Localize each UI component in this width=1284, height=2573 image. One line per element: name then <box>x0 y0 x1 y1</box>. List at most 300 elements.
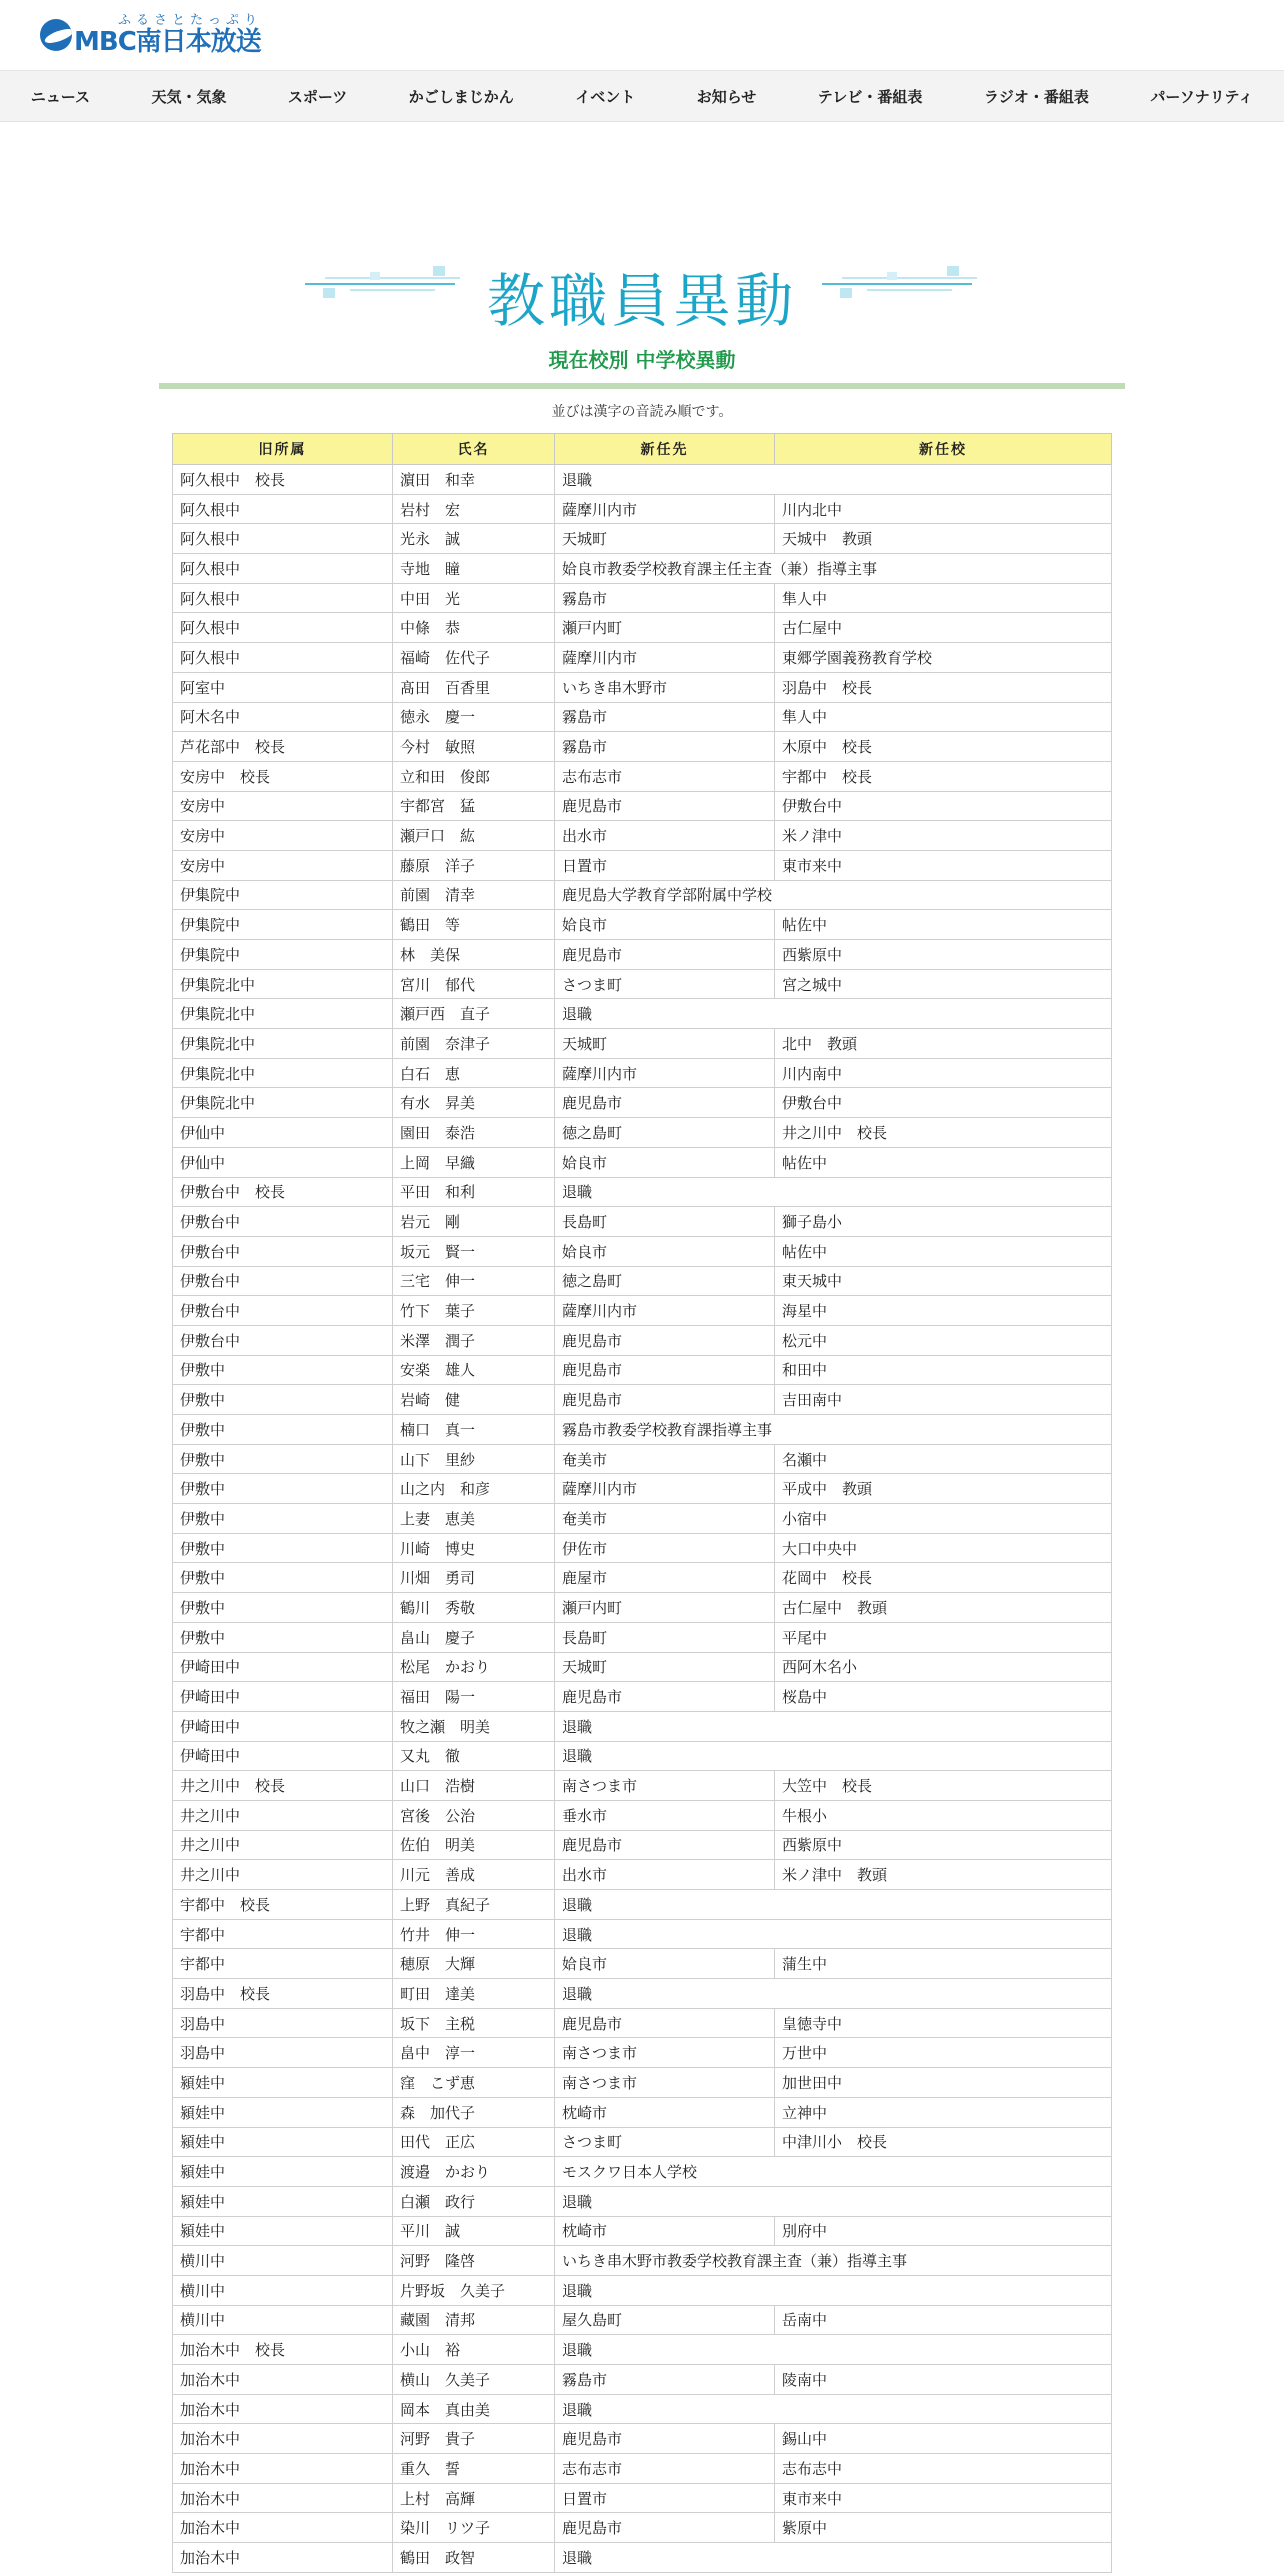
cell-new-school: 西阿木名小 <box>775 1652 1112 1682</box>
cell-new-post: 天城町 <box>555 1652 775 1682</box>
cell-old-post: 阿久根中 校長 <box>173 465 393 495</box>
cell-new-post: 出水市 <box>555 821 775 851</box>
cell-name: 川畑 勇司 <box>393 1563 555 1593</box>
cell-old-post: 羽島中 校長 <box>173 1979 393 2009</box>
cell-new-post: 瀬戸内町 <box>555 1593 775 1623</box>
table-row <box>173 1860 1112 1890</box>
cell-new-school: 東市来中 <box>775 2483 1112 2513</box>
cell-old-post: 横川中 <box>173 2305 393 2335</box>
cell-name: 渡邉 かおり <box>393 2157 555 2187</box>
table-row <box>173 1711 1112 1741</box>
cell-name: 米澤 潤子 <box>393 1325 555 1355</box>
cell-old-post: 伊敷中 <box>173 1593 393 1623</box>
cell-name: 染川 リツ子 <box>393 2513 555 2543</box>
cell-name: 白瀬 政行 <box>393 2186 555 2216</box>
cell-new-school: 万世中 <box>775 2038 1112 2068</box>
table-row <box>173 2127 1112 2157</box>
cell-new-post: 霧島市 <box>555 732 775 762</box>
cell-new-post: 薩摩川内市 <box>555 1474 775 1504</box>
cell-new-post: 志布志市 <box>555 2454 775 2484</box>
cell-new-school: 帖佐中 <box>775 1236 1112 1266</box>
cell-name: 中田 光 <box>393 583 555 613</box>
cell-old-post: 伊崎田中 <box>173 1711 393 1741</box>
cell-old-post: 阿久根中 <box>173 643 393 673</box>
cell-new-school: 名瀬中 <box>775 1444 1112 1474</box>
cell-name: 園田 泰浩 <box>393 1118 555 1148</box>
cell-old-post: 伊集院北中 <box>173 1029 393 1059</box>
cell-old-post: 安房中 <box>173 850 393 880</box>
table-row <box>173 1682 1112 1712</box>
cell-new-post: 鹿児島市 <box>555 1355 775 1385</box>
cell-new-post: 霧島市 <box>555 702 775 732</box>
cell-old-post: 加治木中 校長 <box>173 2335 393 2365</box>
table-row <box>173 2275 1112 2305</box>
cell-old-post: 横川中 <box>173 2275 393 2305</box>
cell-old-post: 加治木中 <box>173 2394 393 2424</box>
cell-name: 町田 達美 <box>393 1979 555 2009</box>
cell-new-school: 花岡中 校長 <box>775 1563 1112 1593</box>
cell-old-post: 阿久根中 <box>173 583 393 613</box>
cell-name: 岩村 宏 <box>393 494 555 524</box>
table-row <box>173 2038 1112 2068</box>
cell-old-post: 伊敷中 <box>173 1444 393 1474</box>
cell-new-school: 平尾中 <box>775 1622 1112 1652</box>
cell-new-post: 姶良市 <box>555 1147 775 1177</box>
cell-new-post: 鹿児島大学教育学部附属中学校 <box>555 880 1112 910</box>
cell-name: 坂元 賢一 <box>393 1236 555 1266</box>
cell-new-post: 姶良市 <box>555 1236 775 1266</box>
cell-name: 岩元 剛 <box>393 1207 555 1237</box>
cell-new-post: 退職 <box>555 1979 1112 2009</box>
cell-name: 中條 恭 <box>393 613 555 643</box>
nav-item[interactable]: テレビ・番組表 <box>817 87 923 106</box>
cell-name: 前園 奈津子 <box>393 1029 555 1059</box>
cell-name: 林 美保 <box>393 940 555 970</box>
cell-name: 山口 浩樹 <box>393 1771 555 1801</box>
cell-new-post: 瀬戸内町 <box>555 613 775 643</box>
cell-new-school: 天城中 教頭 <box>775 524 1112 554</box>
cell-old-post: 加治木中 <box>173 2513 393 2543</box>
table-row <box>173 1741 1112 1771</box>
table-row <box>173 999 1112 1029</box>
cell-new-post: 鹿児島市 <box>555 1325 775 1355</box>
page-title: 教職員異動 <box>486 267 797 335</box>
table-row <box>173 2008 1112 2038</box>
cell-name: 瀬戸西 直子 <box>393 999 555 1029</box>
cell-old-post: 伊集院北中 <box>173 969 393 999</box>
cell-name: 藤原 洋子 <box>393 850 555 880</box>
cell-new-school: 加世田中 <box>775 2068 1112 2098</box>
cell-new-school: 川内南中 <box>775 1058 1112 1088</box>
cell-name: 光永 誠 <box>393 524 555 554</box>
cell-new-post: 奄美市 <box>555 1504 775 1534</box>
col-header-name: 氏名 <box>393 434 555 465</box>
table-row <box>173 940 1112 970</box>
cell-old-post: 井之川中 <box>173 1800 393 1830</box>
cell-new-school: 羽島中 校長 <box>775 672 1112 702</box>
cell-name: 牧之瀬 明美 <box>393 1711 555 1741</box>
cell-new-post: 南さつま市 <box>555 1771 775 1801</box>
table-row <box>173 2454 1112 2484</box>
cell-name: 上妻 恵美 <box>393 1504 555 1534</box>
cell-new-post: さつま町 <box>555 969 775 999</box>
logo-main: MBC南日本放送 <box>74 27 261 57</box>
cell-old-post: 加治木中 <box>173 2454 393 2484</box>
table-row <box>173 1444 1112 1474</box>
cell-name: 鶴田 政智 <box>393 2543 555 2573</box>
cell-new-post: 日置市 <box>555 850 775 880</box>
cell-new-post: 霧島市教委学校教育課指導主事 <box>555 1415 1112 1445</box>
table-row <box>173 1474 1112 1504</box>
cell-new-post: 退職 <box>555 999 1112 1029</box>
cell-new-school: 隼人中 <box>775 583 1112 613</box>
cell-name: 横山 久美子 <box>393 2365 555 2395</box>
cell-name: 片野坂 久美子 <box>393 2275 555 2305</box>
cell-new-post: 鹿屋市 <box>555 1563 775 1593</box>
cell-new-school: 獅子島小 <box>775 1207 1112 1237</box>
table-row <box>173 1177 1112 1207</box>
cell-new-school: 古仁屋中 教頭 <box>775 1593 1112 1623</box>
cell-name: 上野 真紀子 <box>393 1890 555 1920</box>
cell-new-post: 退職 <box>555 465 1112 495</box>
table-row <box>173 554 1112 584</box>
cell-name: 瀬戸口 紘 <box>393 821 555 851</box>
cell-old-post: 潁娃中 <box>173 2127 393 2157</box>
table-row <box>173 1949 1112 1979</box>
logo-mark-icon <box>40 19 72 51</box>
table-row <box>173 1058 1112 1088</box>
nav-item[interactable]: イベント <box>575 87 636 106</box>
cell-name: 佐伯 明美 <box>393 1830 555 1860</box>
nav-item[interactable]: スポーツ <box>287 87 348 106</box>
cell-name: 山下 里紗 <box>393 1444 555 1474</box>
cell-old-post: 井之川中 <box>173 1860 393 1890</box>
cell-name: 楠口 真一 <box>393 1415 555 1445</box>
table-row <box>173 1919 1112 1949</box>
table-row <box>173 2513 1112 2543</box>
cell-old-post: 安房中 <box>173 791 393 821</box>
cell-new-school: 隼人中 <box>775 702 1112 732</box>
cell-old-post: 伊敷中 <box>173 1563 393 1593</box>
cell-new-post: 枕崎市 <box>555 2097 775 2127</box>
logo-ruby: ふるさとたっぷり <box>118 13 263 28</box>
cell-old-post: 潁娃中 <box>173 2097 393 2127</box>
cell-new-post: 天城町 <box>555 1029 775 1059</box>
cell-new-school: 木原中 校長 <box>775 732 1112 762</box>
cell-name: 穂原 大輝 <box>393 1949 555 1979</box>
cell-old-post: 伊敷中 <box>173 1385 393 1415</box>
nav-item[interactable]: ラジオ・番組表 <box>983 87 1089 106</box>
cell-name: 寺地 瞳 <box>393 554 555 584</box>
cell-new-school: 川内北中 <box>775 494 1112 524</box>
table-row <box>173 1830 1112 1860</box>
table-row <box>173 1800 1112 1830</box>
table-row <box>173 732 1112 762</box>
table-row <box>173 583 1112 613</box>
nav-item[interactable]: ニュース <box>30 87 90 106</box>
cell-name: 河野 隆啓 <box>393 2246 555 2276</box>
table-row <box>173 613 1112 643</box>
table-row <box>173 1355 1112 1385</box>
page-subtitle: 現在校別 中学校異動 <box>548 348 736 372</box>
cell-new-school: 宇都中 校長 <box>775 761 1112 791</box>
cell-old-post: 伊崎田中 <box>173 1682 393 1712</box>
table-row <box>173 2068 1112 2098</box>
cell-new-school: 東天城中 <box>775 1266 1112 1296</box>
cell-old-post: 羽島中 <box>173 2038 393 2068</box>
cell-name: 小山 裕 <box>393 2335 555 2365</box>
cell-new-school: 井之川中 校長 <box>775 1118 1112 1148</box>
cell-new-post: 退職 <box>555 1741 1112 1771</box>
transfer-table <box>172 433 1112 2573</box>
cell-old-post: 伊敷中 <box>173 1415 393 1445</box>
cell-name: 白石 恵 <box>393 1058 555 1088</box>
cell-name: 宇都宮 猛 <box>393 791 555 821</box>
title-area <box>0 222 1284 352</box>
cell-old-post: 芦花部中 校長 <box>173 732 393 762</box>
cell-name: 福田 陽一 <box>393 1682 555 1712</box>
cell-new-post: 鹿児島市 <box>555 2424 775 2454</box>
nav-item[interactable]: 天気・気象 <box>151 87 227 106</box>
table-row <box>173 821 1112 851</box>
cell-new-post: 天城町 <box>555 524 775 554</box>
cell-new-post: 退職 <box>555 1890 1112 1920</box>
cell-old-post: 阿久根中 <box>173 494 393 524</box>
cell-new-school: 吉田南中 <box>775 1385 1112 1415</box>
cell-name: 立和田 俊郎 <box>393 761 555 791</box>
table-row <box>173 2246 1112 2276</box>
cell-new-school: 松元中 <box>775 1325 1112 1355</box>
cell-new-post: 退職 <box>555 1919 1112 1949</box>
table-row <box>173 2335 1112 2365</box>
cell-old-post: 伊集院中 <box>173 910 393 940</box>
cell-name: 河野 貴子 <box>393 2424 555 2454</box>
table-row <box>173 1088 1112 1118</box>
cell-new-school: 陵南中 <box>775 2365 1112 2395</box>
cell-new-post: 徳之島町 <box>555 1266 775 1296</box>
cell-new-post: モスクワ日本人学校 <box>555 2157 1112 2187</box>
cell-new-post: 南さつま市 <box>555 2068 775 2098</box>
cell-name: 窪 こず恵 <box>393 2068 555 2098</box>
cell-old-post: 伊崎田中 <box>173 1652 393 1682</box>
cell-old-post: 潁娃中 <box>173 2068 393 2098</box>
cell-name: 竹井 伸一 <box>393 1919 555 1949</box>
cell-name: 平川 誠 <box>393 2216 555 2246</box>
cell-old-post: 伊仙中 <box>173 1147 393 1177</box>
logo-text <box>74 14 262 56</box>
table-row <box>173 1593 1112 1623</box>
cell-new-post: 鹿児島市 <box>555 1385 775 1415</box>
table-body <box>173 465 1112 2573</box>
nav-item[interactable]: かごしまじかん <box>408 87 514 106</box>
cell-new-post: 屋久島町 <box>555 2305 775 2335</box>
cell-new-post: 薩摩川内市 <box>555 494 775 524</box>
table-row <box>173 1563 1112 1593</box>
cell-name: 重久 誓 <box>393 2454 555 2484</box>
cell-name: 畠山 慶子 <box>393 1622 555 1652</box>
cell-old-post: 伊敷台中 校長 <box>173 1177 393 1207</box>
main-nav <box>0 70 1284 122</box>
table-row <box>173 1533 1112 1563</box>
nav-item[interactable]: お知らせ <box>696 87 757 106</box>
cell-new-school: 帖佐中 <box>775 1147 1112 1177</box>
cell-name: 前園 清幸 <box>393 880 555 910</box>
cell-old-post: 伊集院北中 <box>173 999 393 1029</box>
cell-new-school: 牛根小 <box>775 1800 1112 1830</box>
table-row <box>173 1622 1112 1652</box>
cell-new-post: 鹿児島市 <box>555 2008 775 2038</box>
cell-old-post: 羽島中 <box>173 2008 393 2038</box>
cell-old-post: 井之川中 <box>173 1830 393 1860</box>
table-row <box>173 1415 1112 1445</box>
cell-new-school: 宮之城中 <box>775 969 1112 999</box>
cell-new-post: いちき串木野市教委学校教育課主査（兼）指導主事 <box>555 2246 1112 2276</box>
cell-new-post: 鹿児島市 <box>555 1830 775 1860</box>
table-row <box>173 2394 1112 2424</box>
table-row <box>173 1147 1112 1177</box>
table-row <box>173 1979 1112 2009</box>
cell-name: 岩崎 健 <box>393 1385 555 1415</box>
cell-new-school: 伊敷台中 <box>775 1088 1112 1118</box>
cell-name: 森 加代子 <box>393 2097 555 2127</box>
cell-new-post: 姶良市教委学校教育課主任主査（兼）指導主事 <box>555 554 1112 584</box>
cell-old-post: 加治木中 <box>173 2424 393 2454</box>
cell-new-school: 大口中央中 <box>775 1533 1112 1563</box>
cell-name: 岡本 真由美 <box>393 2394 555 2424</box>
cell-new-school: 錫山中 <box>775 2424 1112 2454</box>
table-row <box>173 880 1112 910</box>
table-row <box>173 2483 1112 2513</box>
cell-name: 宮川 郁代 <box>393 969 555 999</box>
cell-new-post: 志布志市 <box>555 761 775 791</box>
cell-old-post: 井之川中 校長 <box>173 1771 393 1801</box>
cell-new-post: 日置市 <box>555 2483 775 2513</box>
cell-name: 川元 善成 <box>393 1860 555 1890</box>
cell-name: 坂下 主税 <box>393 2008 555 2038</box>
table-row <box>173 494 1112 524</box>
cell-new-post: 霧島市 <box>555 2365 775 2395</box>
table-row <box>173 1236 1112 1266</box>
cell-name: 鶴田 等 <box>393 910 555 940</box>
table-row <box>173 1890 1112 1920</box>
cell-new-post: 鹿児島市 <box>555 791 775 821</box>
cell-new-post: 退職 <box>555 2275 1112 2305</box>
table-row <box>173 910 1112 940</box>
cell-name: 山之内 和彦 <box>393 1474 555 1504</box>
table-row <box>173 791 1112 821</box>
table-row <box>173 2424 1112 2454</box>
cell-old-post: 伊敷台中 <box>173 1325 393 1355</box>
cell-new-school: 古仁屋中 <box>775 613 1112 643</box>
cell-old-post: 阿久根中 <box>173 524 393 554</box>
cell-new-post: 退職 <box>555 2335 1112 2365</box>
cell-new-post: 鹿児島市 <box>555 1682 775 1712</box>
cell-old-post: 伊仙中 <box>173 1118 393 1148</box>
cell-name: 平田 和利 <box>393 1177 555 1207</box>
cell-new-post: 姶良市 <box>555 1949 775 1979</box>
table-row <box>173 1207 1112 1237</box>
cell-new-school: 平成中 教頭 <box>775 1474 1112 1504</box>
cell-new-school: 中津川小 校長 <box>775 2127 1112 2157</box>
cell-name: 松尾 かおり <box>393 1652 555 1682</box>
cell-old-post: 阿室中 <box>173 672 393 702</box>
cell-old-post: 伊敷中 <box>173 1504 393 1534</box>
cell-new-post: 奄美市 <box>555 1444 775 1474</box>
table-row <box>173 465 1112 495</box>
table-row <box>173 1771 1112 1801</box>
table-header-row <box>173 434 1112 465</box>
cell-old-post: 伊敷台中 <box>173 1266 393 1296</box>
cell-new-post: 姶良市 <box>555 910 775 940</box>
cell-old-post: 伊集院中 <box>173 880 393 910</box>
cell-old-post: 加治木中 <box>173 2543 393 2573</box>
cell-name: 川崎 博史 <box>393 1533 555 1563</box>
cell-name: 上岡 早織 <box>393 1147 555 1177</box>
cell-old-post: 安房中 校長 <box>173 761 393 791</box>
cell-new-school: 岳南中 <box>775 2305 1112 2335</box>
table-row <box>173 2186 1112 2216</box>
table-row <box>173 672 1112 702</box>
cell-new-school: 北中 教頭 <box>775 1029 1112 1059</box>
table-row <box>173 969 1112 999</box>
title-deco-right-icon <box>822 262 982 302</box>
cell-new-school: 伊敷台中 <box>775 791 1112 821</box>
cell-new-post: 退職 <box>555 1177 1112 1207</box>
cell-new-school: 志布志中 <box>775 2454 1112 2484</box>
cell-new-post: 退職 <box>555 2543 1112 2573</box>
cell-new-school: 西紫原中 <box>775 940 1112 970</box>
col-header-new-school: 新任校 <box>775 434 1112 465</box>
cell-new-school: 帖佐中 <box>775 910 1112 940</box>
cell-new-post: 退職 <box>555 2394 1112 2424</box>
cell-old-post: 伊敷中 <box>173 1622 393 1652</box>
cell-old-post: 横川中 <box>173 2246 393 2276</box>
cell-old-post: 潁娃中 <box>173 2186 393 2216</box>
cell-new-post: 徳之島町 <box>555 1118 775 1148</box>
cell-old-post: 阿木名中 <box>173 702 393 732</box>
cell-new-school: 小宿中 <box>775 1504 1112 1534</box>
cell-new-school: 東郷学園義務教育学校 <box>775 643 1112 673</box>
cell-name: 田代 正広 <box>393 2127 555 2157</box>
cell-old-post: 伊敷中 <box>173 1355 393 1385</box>
divider-rule <box>159 383 1125 389</box>
cell-old-post: 伊敷台中 <box>173 1207 393 1237</box>
table-row <box>173 524 1112 554</box>
cell-new-post: さつま町 <box>555 2127 775 2157</box>
table-row <box>173 643 1112 673</box>
cell-old-post: 伊集院北中 <box>173 1088 393 1118</box>
cell-name: 藏園 清邦 <box>393 2305 555 2335</box>
cell-old-post: 伊敷台中 <box>173 1236 393 1266</box>
cell-new-post: 鹿児島市 <box>555 1088 775 1118</box>
col-header-old: 旧所属 <box>173 434 393 465</box>
table-row <box>173 2097 1112 2127</box>
cell-old-post: 加治木中 <box>173 2365 393 2395</box>
cell-new-post: 垂水市 <box>555 1800 775 1830</box>
cell-name: 徳永 慶一 <box>393 702 555 732</box>
nav-item[interactable]: パーソナリティ <box>1150 87 1254 106</box>
cell-new-post: 出水市 <box>555 1860 775 1890</box>
cell-old-post: 伊敷中 <box>173 1533 393 1563</box>
cell-new-school: 桜島中 <box>775 1682 1112 1712</box>
table-row <box>173 1504 1112 1534</box>
cell-new-post: 薩摩川内市 <box>555 1058 775 1088</box>
cell-new-post: 長島町 <box>555 1622 775 1652</box>
cell-name: 安楽 雄人 <box>393 1355 555 1385</box>
cell-new-post: いちき串木野市 <box>555 672 775 702</box>
mbc-logo[interactable] <box>40 14 262 56</box>
cell-new-school: 米ノ津中 <box>775 821 1112 851</box>
